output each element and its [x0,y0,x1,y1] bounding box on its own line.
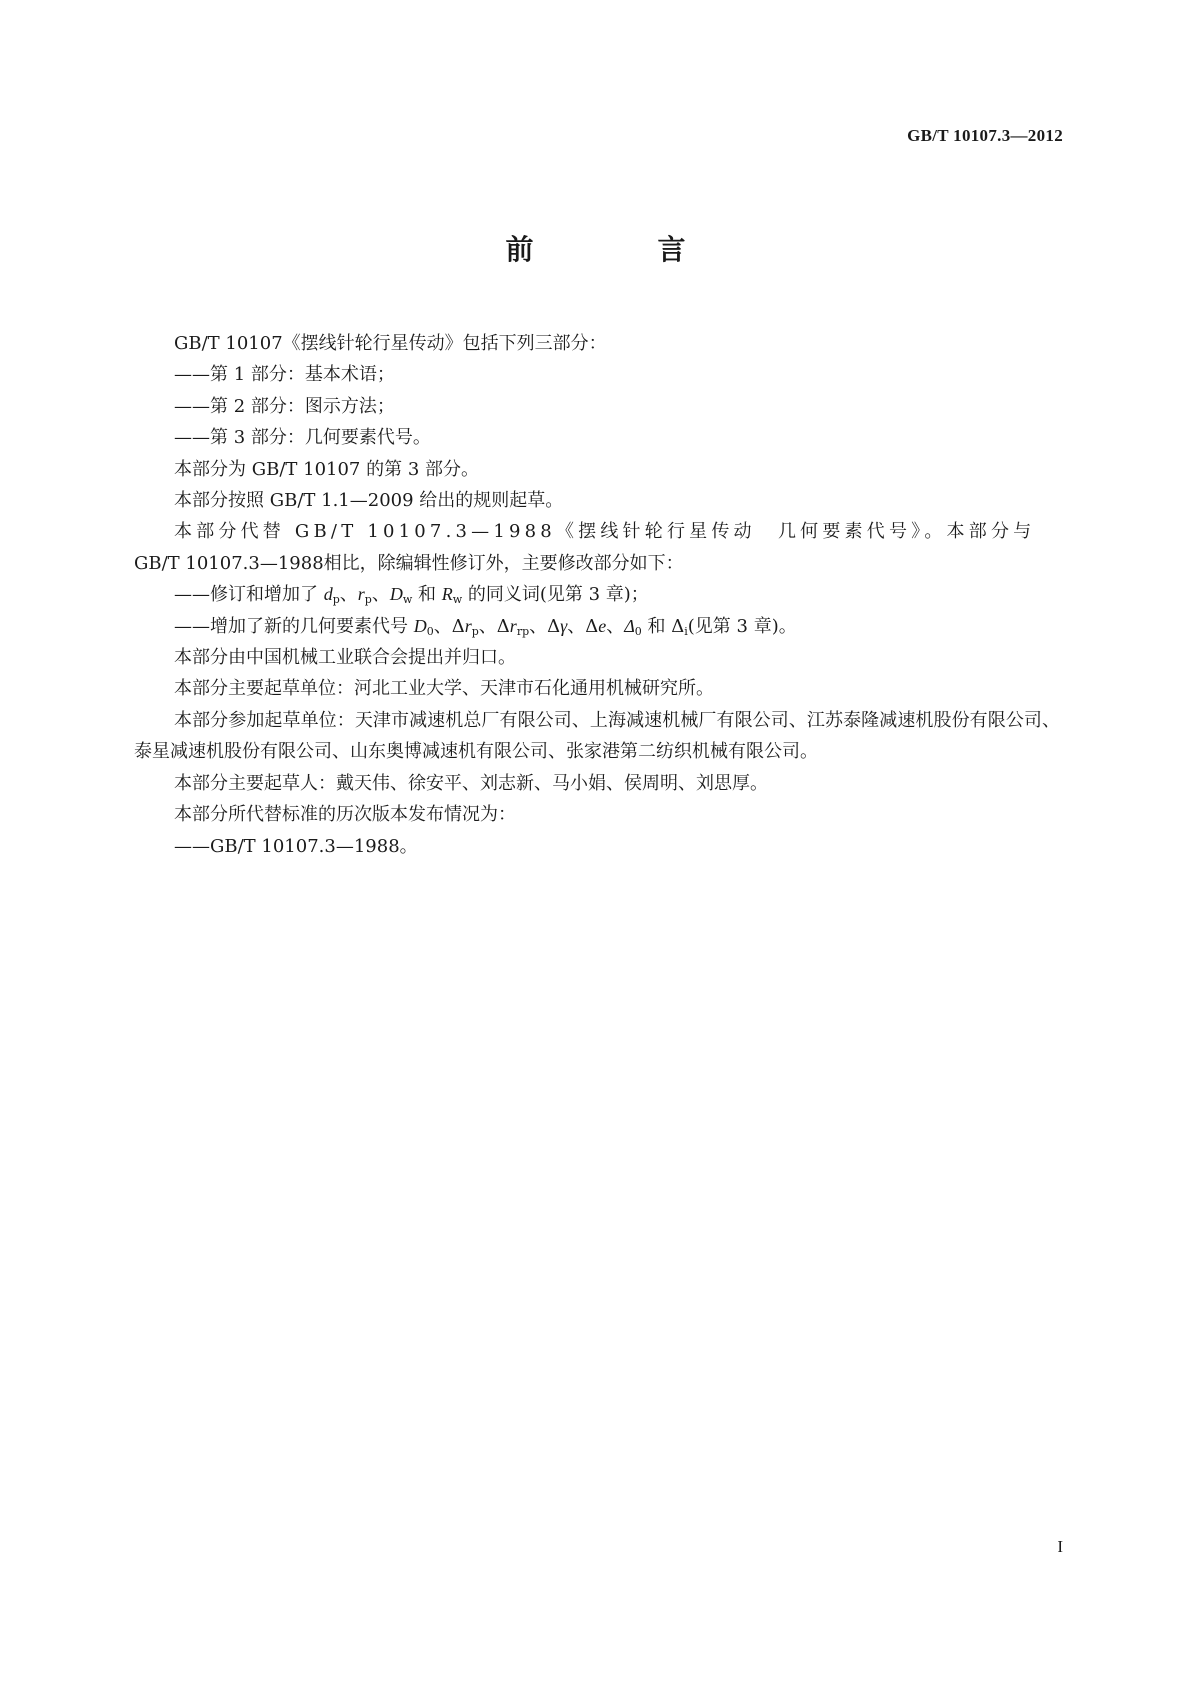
standard-code: GB/T 10107.3—2012 [907,126,1063,145]
list-item-part-3: ——第 3 部分：几何要素代号。 [174,427,431,449]
list-item-previous-edition: ——GB/T 10107.3—1988。 [174,835,418,857]
list-item-part-1: ——第 1 部分：基本术语； [174,364,395,386]
paragraph-series-intro: GB/T 10107《摆线针轮行星传动》包括下列三部分： [174,333,607,354]
paragraph-replaces-line-2: GB/T 10107.3—1988相比，除编辑性修订外，主要修改部分如下： [134,552,684,574]
paragraph-participating-units: 本部分参加起草单位：天津市减速机总厂有限公司、上海减速机械厂有限公司、江苏泰隆减速机股份有限公司、泰星减速机股份有限公司、山东奥博减速机有限公司、张家港第二纺织机械有限公司。 [134,709,1060,763]
paragraph-drafting-rules: 本部分按照 GB/T 1.1—2009 给出的规则起草。 [174,490,564,512]
page-number: I [1057,1537,1063,1556]
list-item-part-2: ——第 2 部分：图示方法； [174,395,395,417]
paragraph-main-drafters: 本部分主要起草人：戴天伟、徐安平、刘志新、马小娟、侯周明、刘思厚。 [174,772,768,794]
paragraph-main-drafting-units: 本部分主要起草单位：河北工业大学、天津市石化通用机械研究所。 [174,678,714,700]
list-item-new-symbols: ——增加了新的几何要素代号 $D_0$、$\Delta r_p$、$\Delta r_{rp}$、Δγ、Δe、$\Delta_0$ 和 $\Delta_i$(见第 3 章)。 [174,615,797,638]
page-title: 前 言 [505,233,734,266]
paragraph-part-scope: 本部分为 GB/T 10107 的第 3 部分。 [174,458,479,480]
paragraph-replaces-line-1: 本部分代替 GB/T 10107.3—1988《摆线针轮行星传动 几何要素代号》。本部分与 [174,521,1036,543]
paragraph-proposed-by: 本部分由中国机械工业联合会提出并归口。 [174,647,516,669]
document-body [134,328,1060,862]
paragraph-previous-editions: 本部分所代替标准的历次版本发布情况为： [174,804,516,826]
list-item-revised-synonyms: ——修订和增加了 $d_p$、$r_p$、$D_w$ 和 $R_w$ 的同义词(见第 3 章)； [174,584,649,607]
